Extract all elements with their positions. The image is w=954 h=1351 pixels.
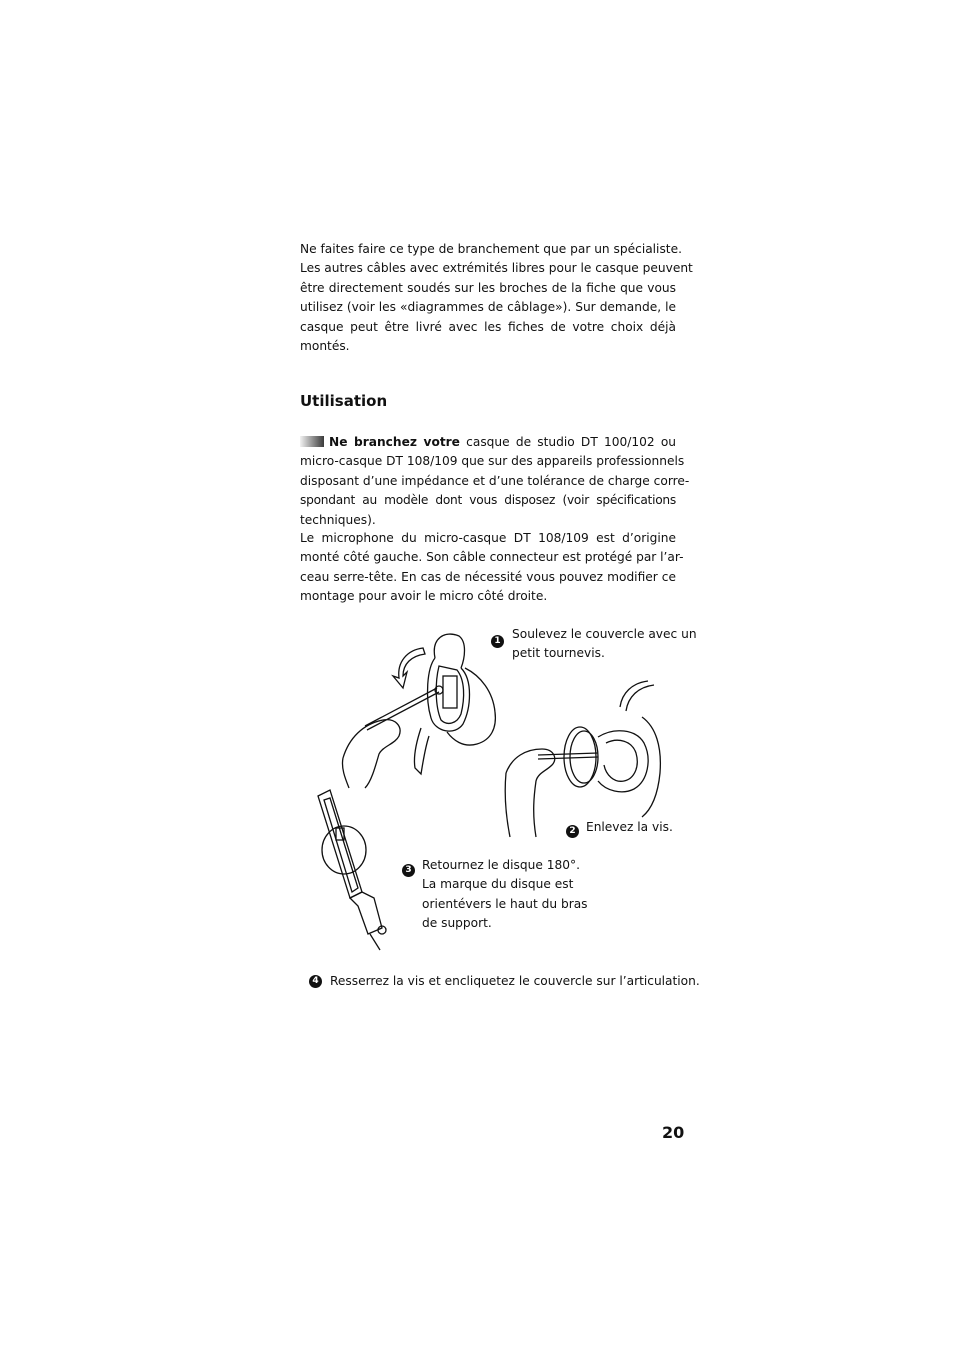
- mic-line: Le microphone du micro-casque DT 108/109 est d’origine: [300, 531, 676, 545]
- step-4-text: [330, 972, 700, 991]
- step-line: petit tournevis.: [512, 646, 605, 661]
- step-3-text: [422, 856, 588, 934]
- mic-line: montage pour avoir le micro côté droite.: [300, 589, 548, 604]
- intro-line: être directement soudés sur les broches de la fiche que vous: [300, 280, 676, 295]
- step-1-text: [512, 625, 697, 664]
- illustration-turn-disc: [318, 788, 393, 953]
- step-line: Soulevez le couvercle avec un: [512, 627, 697, 641]
- step-number-icon: 1: [491, 635, 504, 648]
- intro-line: Les autres câbles avec extrémités libres pour le casque peuvent: [300, 261, 693, 276]
- warning-bold-lead: Ne branchez votre: [329, 435, 460, 449]
- mic-line: monté côté gauche. Son câble connecteur est protégé par l’ar-: [300, 550, 684, 565]
- warning-first-line: casque de studio DT 100/102 ou: [459, 435, 676, 449]
- warning-paragraph: [300, 433, 690, 530]
- intro-line: utilisez (voir les «diagrammes de câblage»). Sur demande, le: [300, 300, 676, 315]
- mic-line: ceau serre-tête. En cas de nécessité vous pouvez modifier ce: [300, 569, 676, 584]
- warning-line: spondant au modèle dont vous disposez (voir spécifications: [300, 493, 676, 508]
- step-2-text: [586, 818, 673, 837]
- step-line: La marque du disque est: [422, 877, 574, 892]
- step-line: Resserrez la vis et encliquetez le couvercle sur l’articulation.: [330, 974, 700, 988]
- mic-paragraph: [300, 529, 684, 607]
- warning-line: micro-casque DT 108/109 que sur des appareils professionnels: [300, 454, 685, 469]
- section-title: Utilisation: [300, 392, 388, 410]
- warning-line: techniques).: [300, 512, 376, 527]
- step-number-icon: 3: [402, 864, 415, 877]
- step-line: orientévers le haut du bras: [422, 896, 588, 911]
- step-number-icon: 2: [566, 825, 579, 838]
- intro-line: montés.: [300, 339, 350, 354]
- warning-line: disposant d’une impédance et d’une tolérance de charge corre-: [300, 473, 690, 488]
- warning-line: [300, 433, 676, 452]
- arc-arrow-icon: [393, 648, 425, 688]
- warning-marker-icon: [300, 436, 324, 447]
- step-number-icon: 4: [309, 975, 322, 988]
- step-line: Enlevez la vis.: [586, 820, 673, 834]
- step-line: de support.: [422, 916, 492, 931]
- step-line: Retournez le disque 180°.: [422, 858, 580, 872]
- intro-paragraph: [300, 240, 693, 356]
- page-number: 20: [662, 1123, 685, 1142]
- illustration-lift-cover: [335, 628, 505, 793]
- intro-line: casque peut être livré avec les fiches de votre choix déjà: [300, 319, 676, 334]
- intro-line: Ne faites faire ce type de branchement que par un spécialiste.: [300, 242, 682, 256]
